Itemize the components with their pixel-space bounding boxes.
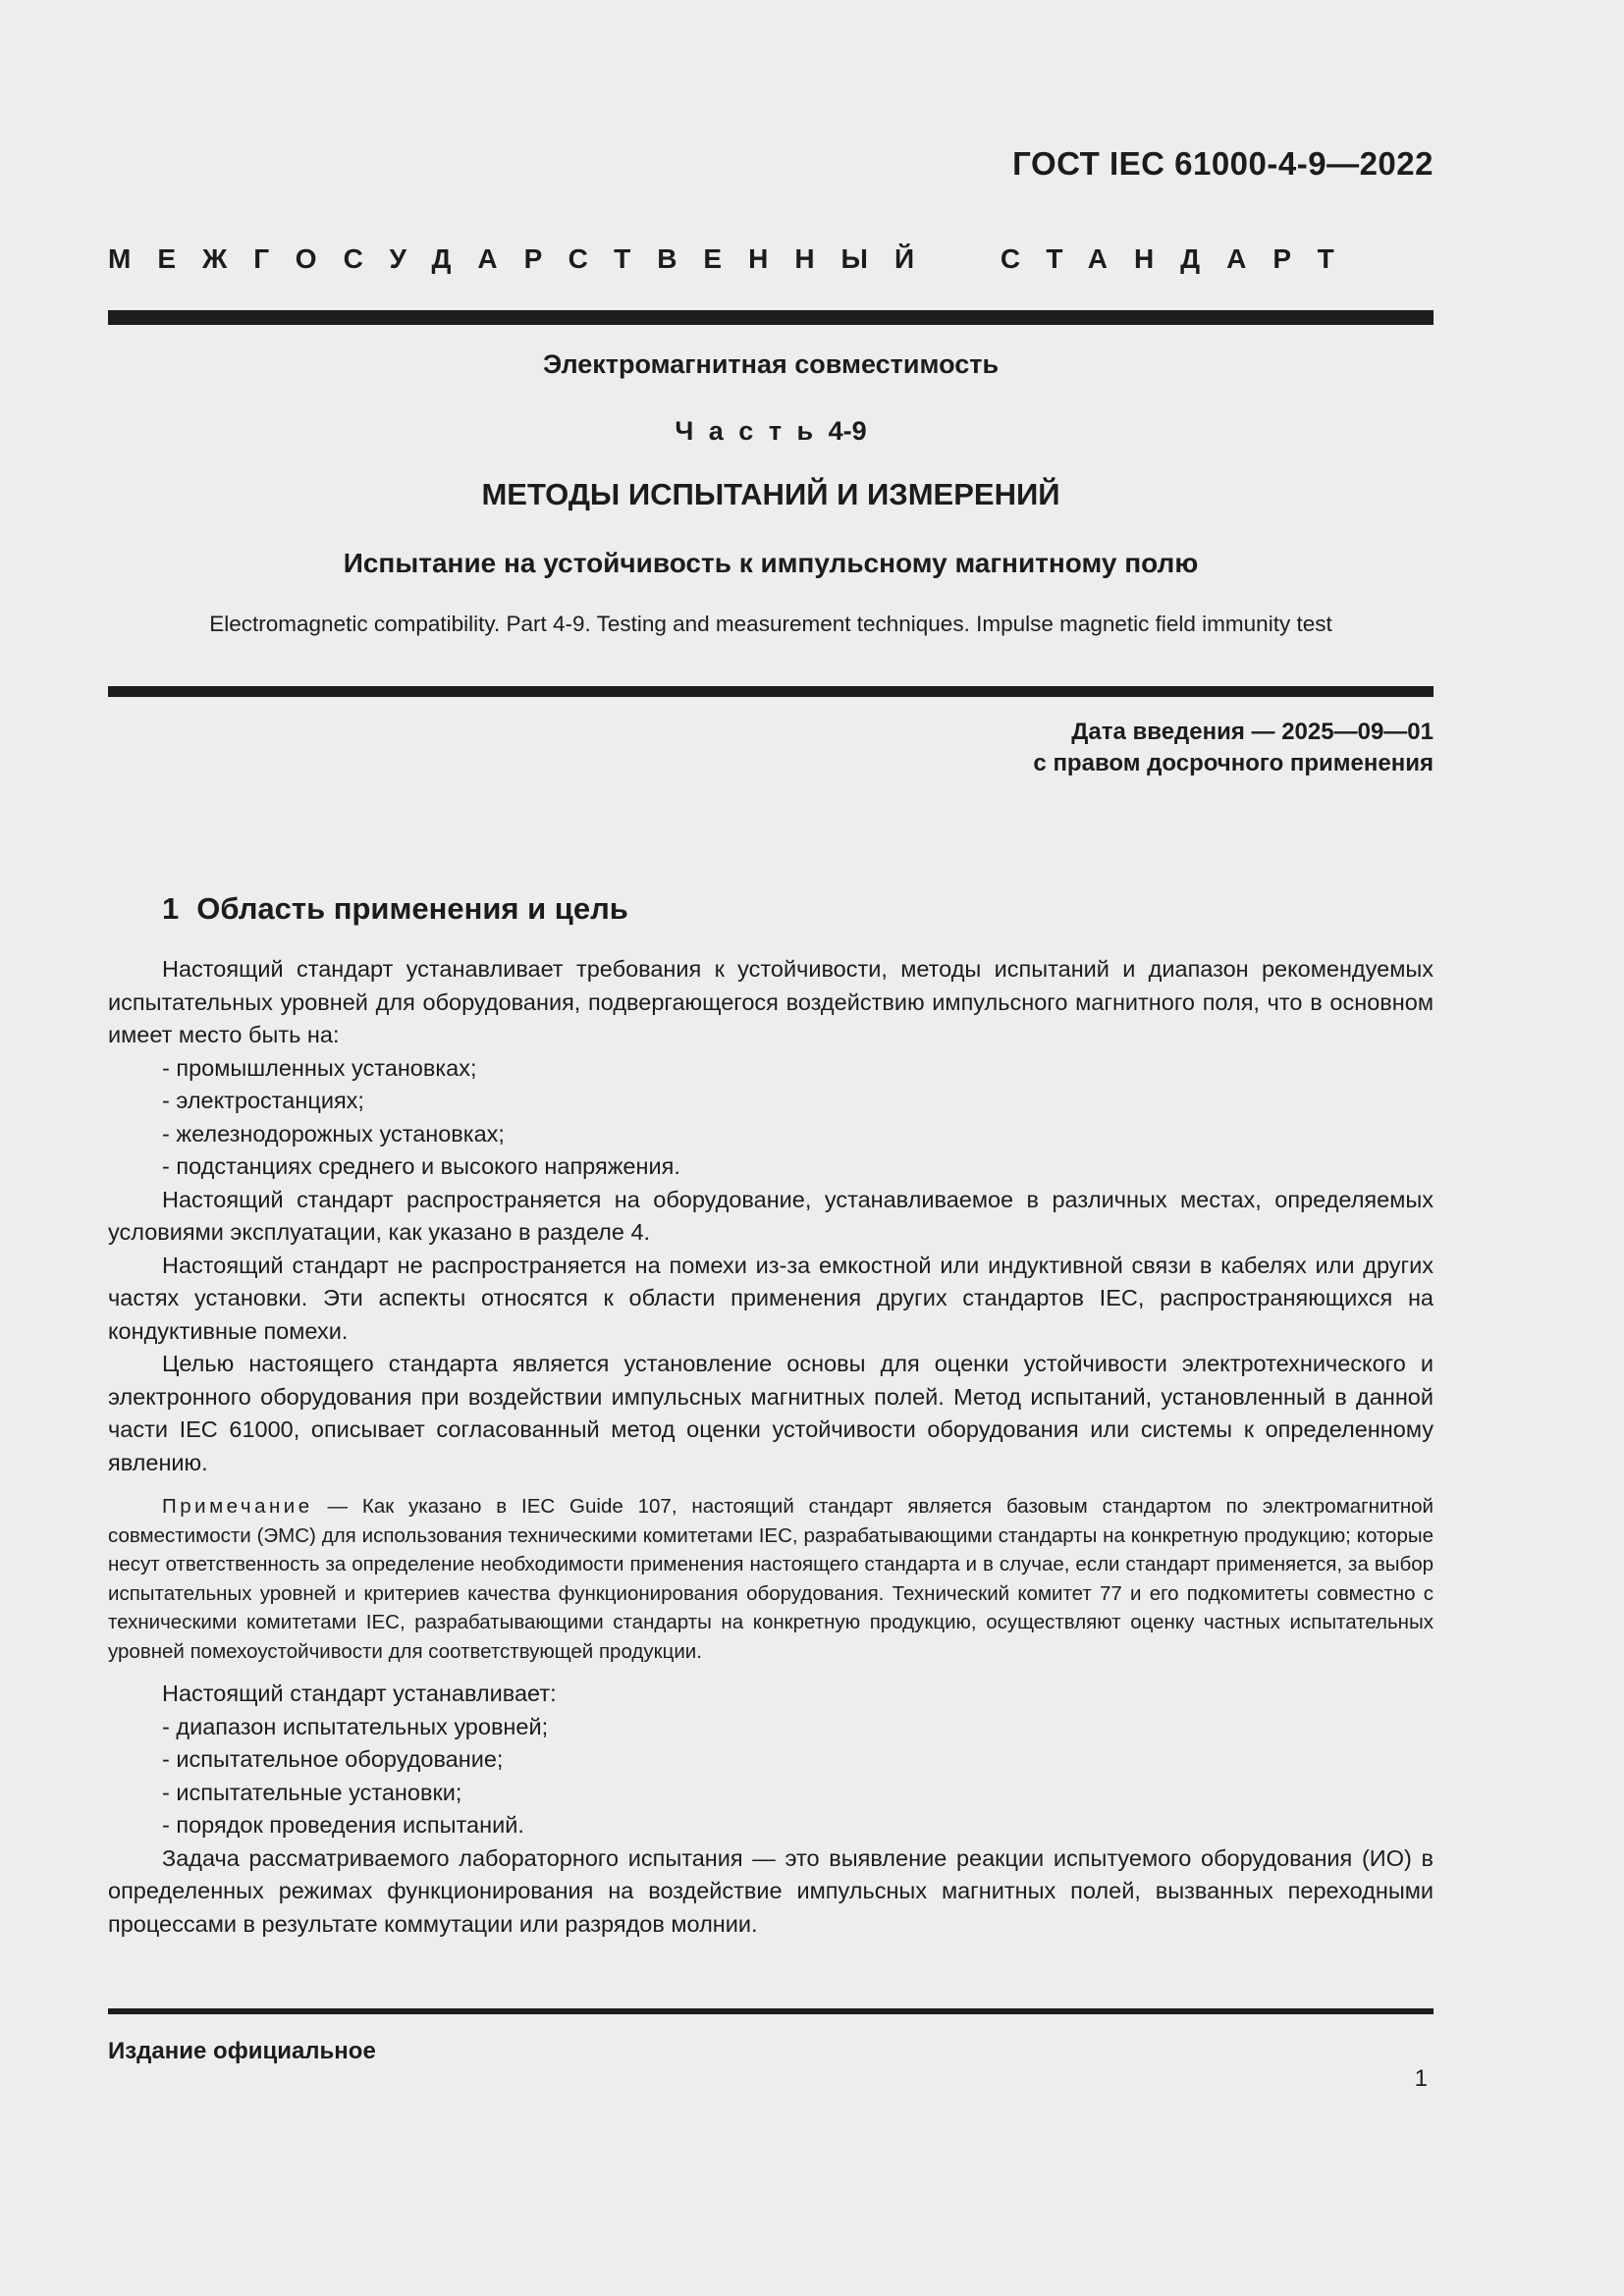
edition-note: Издание официальное — [108, 2038, 376, 2064]
effective-date-block — [108, 717, 1434, 779]
divider-bar-title — [108, 686, 1434, 697]
list-item: - электростанциях; — [162, 1088, 364, 1113]
section-number: 1 — [162, 891, 180, 926]
paragraph: Настоящий стандарт распространяется на оборудование, устанавливаемое в различных местах, определяемых условиями эксплуатации, как указано в разделе 4. — [108, 1186, 1434, 1245]
list-item: - подстанциях среднего и высокого напряжения. — [162, 1153, 680, 1179]
paragraph: Настоящий стандарт не распространяется на помехи из-за емкостной или индуктивной связи в кабелях или других частях установки. Эти аспекты относятся к области применения других стандартов IEC, распространяющихся на кондуктивные помехи. — [108, 1252, 1434, 1344]
effective-date-line1: Дата введения — 2025—09—01 — [1071, 719, 1434, 745]
list-item: - испытательные установки; — [162, 1779, 462, 1805]
title-subtitle: Испытание на устойчивость к импульсному магнитному полю — [343, 548, 1199, 578]
divider-bar-top — [108, 310, 1434, 325]
effective-date-line2: с правом досрочного применения — [1033, 750, 1434, 776]
title-part: Ч а с т ь 4-9 — [675, 416, 867, 446]
list-item: - испытательное оборудование; — [162, 1746, 504, 1772]
paragraph: Настоящий стандарт устанавливает: — [162, 1681, 557, 1706]
title-main: МЕТОДЫ ИСПЫТАНИЙ И ИЗМЕРЕНИЙ — [481, 477, 1060, 511]
page-content — [108, 0, 1434, 1941]
note-paragraph — [108, 1492, 1434, 1666]
section-title: Область применения и цель — [196, 891, 628, 926]
paragraph: Целью настоящего стандарта является установление основы для оценки устойчивости электротехнического и электронного оборудования при воздействии импульсных магнитных полей. Метод испытаний, установленный в данной части IEC 61000, описывает согласованный метод оценки устойчивости оборудования или системы к определенному явлению. — [108, 1351, 1434, 1475]
note-label: Примечание — [162, 1495, 313, 1518]
section-body — [108, 953, 1434, 1941]
paragraph: Задача рассматриваемого лабораторного испытания — это выявление реакции испытуемого оборудования (ИО) в определенных режимах функционирования на воздействие импульсных магнитных полей, вызванных переходными процессами в результате коммутации или разрядов молнии. — [108, 1844, 1434, 1937]
paragraph: Настоящий стандарт устанавливает требования к устойчивости, методы испытаний и диапазон рекомендуемых испытательных уровней для оборудования, подвергающегося воздействию импульсного магнитного поля, что в основном имеет место быть на: — [108, 956, 1434, 1047]
footer-rule — [108, 2008, 1434, 2014]
list-item: - порядок проведения испытаний. — [162, 1812, 524, 1838]
title-subject: Электромагнитная совместимость — [542, 349, 1000, 379]
note-text: — Как указано в IEC Guide 107, настоящий стандарт является базовым стандартом по электромагнитной совместимости (ЭМС) для использования техническими комитетами IEC, разрабатывающими стандарты на конкретную продукцию; которые несут ответственность за определение необходимости применения настоящего стандарта и в случае, если стандарт применяется, за выбор испытательных уровней и критериев качества функционирования оборудования. Технический комитет 77 и его подкомитеты совместно с техническими комитетами IEC, разрабатывающими стандарты на конкретную продукцию, осуществляют оценку частных испытательных уровней помехоустойчивости для соответствующей продукции. — [108, 1495, 1434, 1663]
list-item: - диапазон испытательных уровней; — [162, 1713, 549, 1739]
section-1-heading — [108, 891, 1434, 927]
list-item: - промышленных установках; — [162, 1054, 477, 1081]
page-number: 1 — [1414, 2065, 1428, 2092]
title-english: Electromagnetic compatibility. Part 4-9. Testing and measurement techniques. Impulse magnetic field immunity test — [209, 612, 1332, 636]
document-code: ГОСТ IEC 61000-4-9—2022 — [1012, 145, 1434, 182]
standard-type-banner: МЕЖГОСУДАРСТВЕННЫЙ СТАНДАРТ — [108, 243, 1361, 274]
list-item: - железнодорожных установках; — [162, 1120, 505, 1147]
